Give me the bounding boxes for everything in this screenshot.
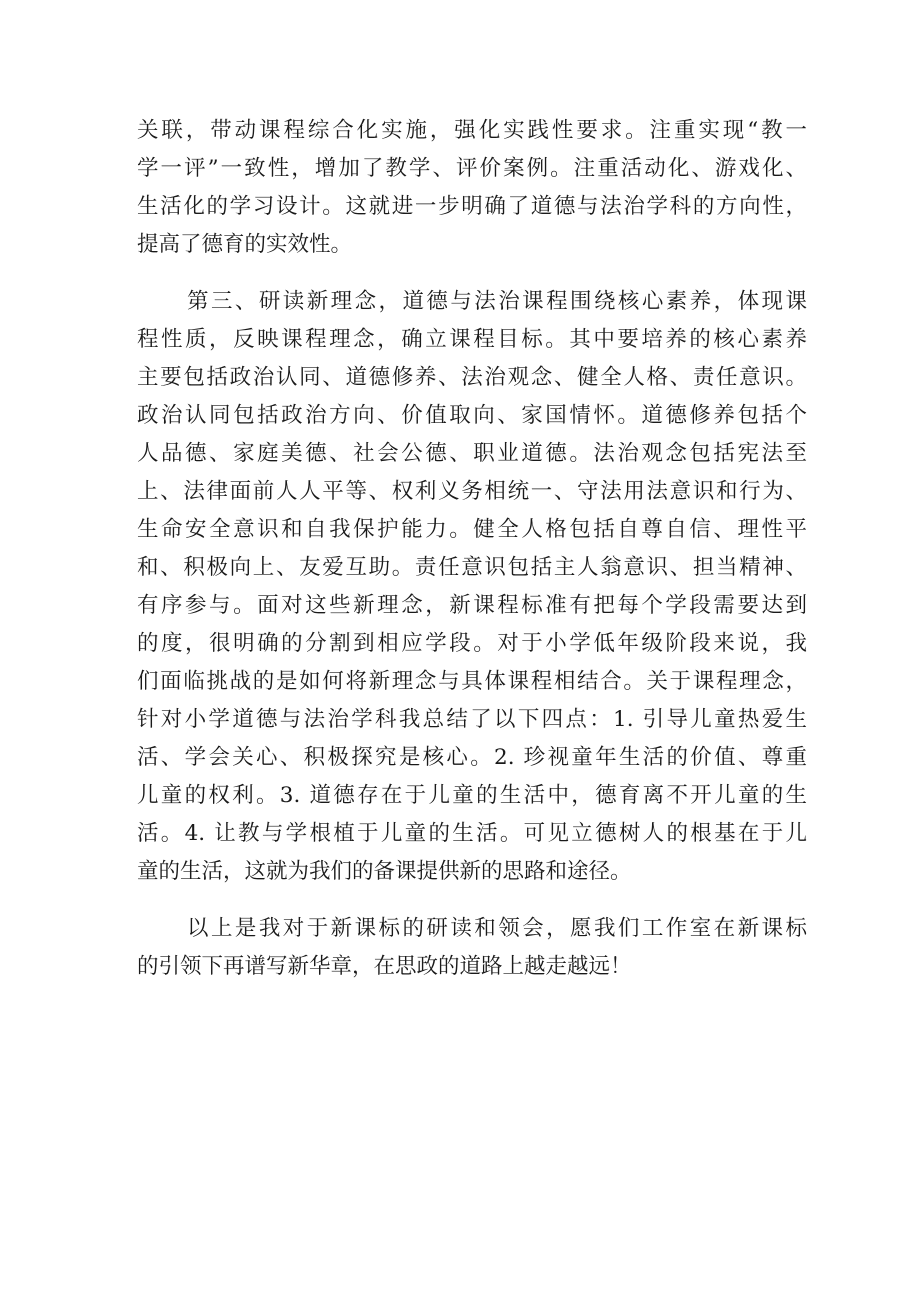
paragraph-conclusion <box>137 910 807 986</box>
paragraph-line: 生活化的学习设计。这就进一步明确了道德与法治学科的方向性， <box>137 194 807 219</box>
paragraph-line: 人品德、家庭美德、社会公德、职业道德。法治观念包括宪法至 <box>137 441 807 466</box>
paragraph-line: 有序参与。面对这些新理念，新课程标准有把每个学段需要达到 <box>137 593 807 618</box>
document-body <box>137 112 807 1005</box>
paragraph-line: 活、学会关心、积极探究是核心。2. 珍视童年生活的价值、尊重 <box>137 745 807 770</box>
paragraph-line: 活。4. 让教与学根植于儿童的生活。可见立德树人的根基在于儿 <box>137 821 807 846</box>
paragraph-line: 学一评”一致性，增加了教学、评价案例。注重活动化、游戏化、 <box>137 156 807 181</box>
paragraph-line: 和、积极向上、友爱互助。责任意识包括主人翁意识、担当精神、 <box>137 555 807 580</box>
paragraph-line: 的引领下再谱写新华章，在思政的道路上越走越远！ <box>137 954 632 979</box>
paragraph-new-concepts <box>137 283 807 891</box>
paragraph-line: 程性质，反映课程理念，确立课程目标。其中要培养的核心素养 <box>137 327 807 352</box>
paragraph-line: 儿童的权利。3. 道德存在于儿童的生活中，德育离不开儿童的生 <box>137 783 807 808</box>
paragraph-line: 第三、研读新理念，道德与法治课程围绕核心素养，体现课 <box>187 289 807 314</box>
paragraph-line: 上、法律面前人人平等、权利义务相统一、守法用法意识和行为、 <box>137 479 807 504</box>
paragraph-line: 针对小学道德与法治学科我总结了以下四点：1. 引导儿童热爱生 <box>137 707 807 732</box>
paragraph-line: 主要包括政治认同、道德修养、法治观念、健全人格、责任意识。 <box>137 365 807 390</box>
paragraph-line: 以上是我对于新课标的研读和领会，愿我们工作室在新课标 <box>187 916 807 941</box>
paragraph-line: 们面临挑战的是如何将新理念与具体课程相结合。关于课程理念， <box>137 669 807 694</box>
paragraph-line: 童的生活，这就为我们的备课提供新的思路和途径。 <box>137 859 632 884</box>
paragraph-line: 政治认同包括政治方向、价值取向、家国情怀。道德修养包括个 <box>137 403 807 428</box>
paragraph-curriculum-integration <box>137 112 807 264</box>
paragraph-line: 的度，很明确的分割到相应学段。对于小学低年级阶段来说，我 <box>137 631 807 656</box>
paragraph-line: 提高了德育的实效性。 <box>137 232 353 257</box>
paragraph-line: 关联，带动课程综合化实施，强化实践性要求。注重实现“教一 <box>137 118 807 143</box>
paragraph-line: 生命安全意识和自我保护能力。健全人格包括自尊自信、理性平 <box>137 517 807 542</box>
